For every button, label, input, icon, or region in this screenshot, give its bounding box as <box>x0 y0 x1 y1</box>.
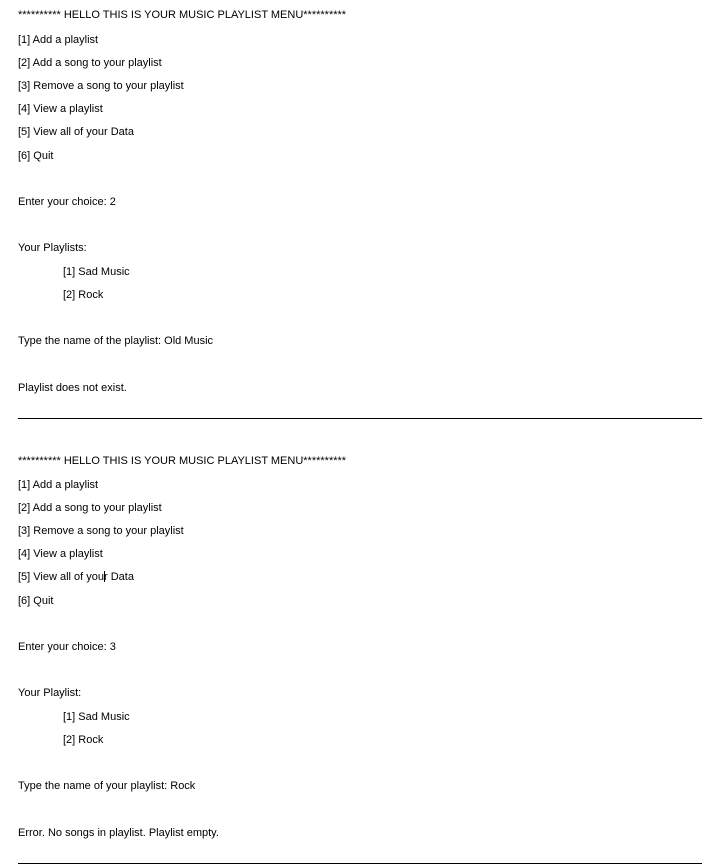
menu-item-add-song: [2] Add a song to your playlist <box>18 57 162 69</box>
menu-item-view-all-data <box>18 571 134 584</box>
menu-item-view-all-data: [5] View all of your Data <box>18 126 134 138</box>
playlist-entry: [2] Rock <box>63 289 104 301</box>
result-message: Playlist does not exist. <box>18 382 127 394</box>
menu-item-add-song: [2] Add a song to your playlist <box>18 502 162 514</box>
menu-item-view-playlist: [4] View a playlist <box>18 548 103 560</box>
menu-item-add-playlist: [1] Add a playlist <box>18 479 99 491</box>
menu-item-add-playlist: [1] Add a playlist <box>18 34 99 46</box>
menu-header: ********** HELLO THIS IS YOUR MUSIC PLAYLIST MENU********** <box>18 9 347 21</box>
caret-text-after: r Data <box>104 571 134 583</box>
playlists-heading: Your Playlist: <box>18 687 82 699</box>
playlist-entry: [1] Sad Music <box>63 266 130 278</box>
section-divider <box>18 418 702 419</box>
choice-prompt: Enter your choice: 3 <box>18 641 116 653</box>
playlist-entry: [2] Rock <box>63 734 104 746</box>
menu-header: ********** HELLO THIS IS YOUR MUSIC PLAYLIST MENU********** <box>18 455 347 467</box>
menu-item-remove-song: [3] Remove a song to your playlist <box>18 80 184 92</box>
choice-prompt: Enter your choice: 2 <box>18 196 116 208</box>
menu-item-remove-song: [3] Remove a song to your playlist <box>18 525 184 537</box>
menu-item-quit: [6] Quit <box>18 595 54 607</box>
result-message: Error. No songs in playlist. Playlist empty. <box>18 827 219 839</box>
playlists-heading: Your Playlists: <box>18 242 87 254</box>
caret-text-before: [5] View all of you <box>18 571 105 583</box>
menu-item-quit: [6] Quit <box>18 150 54 162</box>
section-divider <box>18 863 702 864</box>
playlist-name-prompt: Type the name of the playlist: Old Music <box>18 335 214 347</box>
playlist-name-prompt: Type the name of your playlist: Rock <box>18 780 196 792</box>
menu-item-view-playlist: [4] View a playlist <box>18 103 103 115</box>
playlist-entry: [1] Sad Music <box>63 711 130 723</box>
